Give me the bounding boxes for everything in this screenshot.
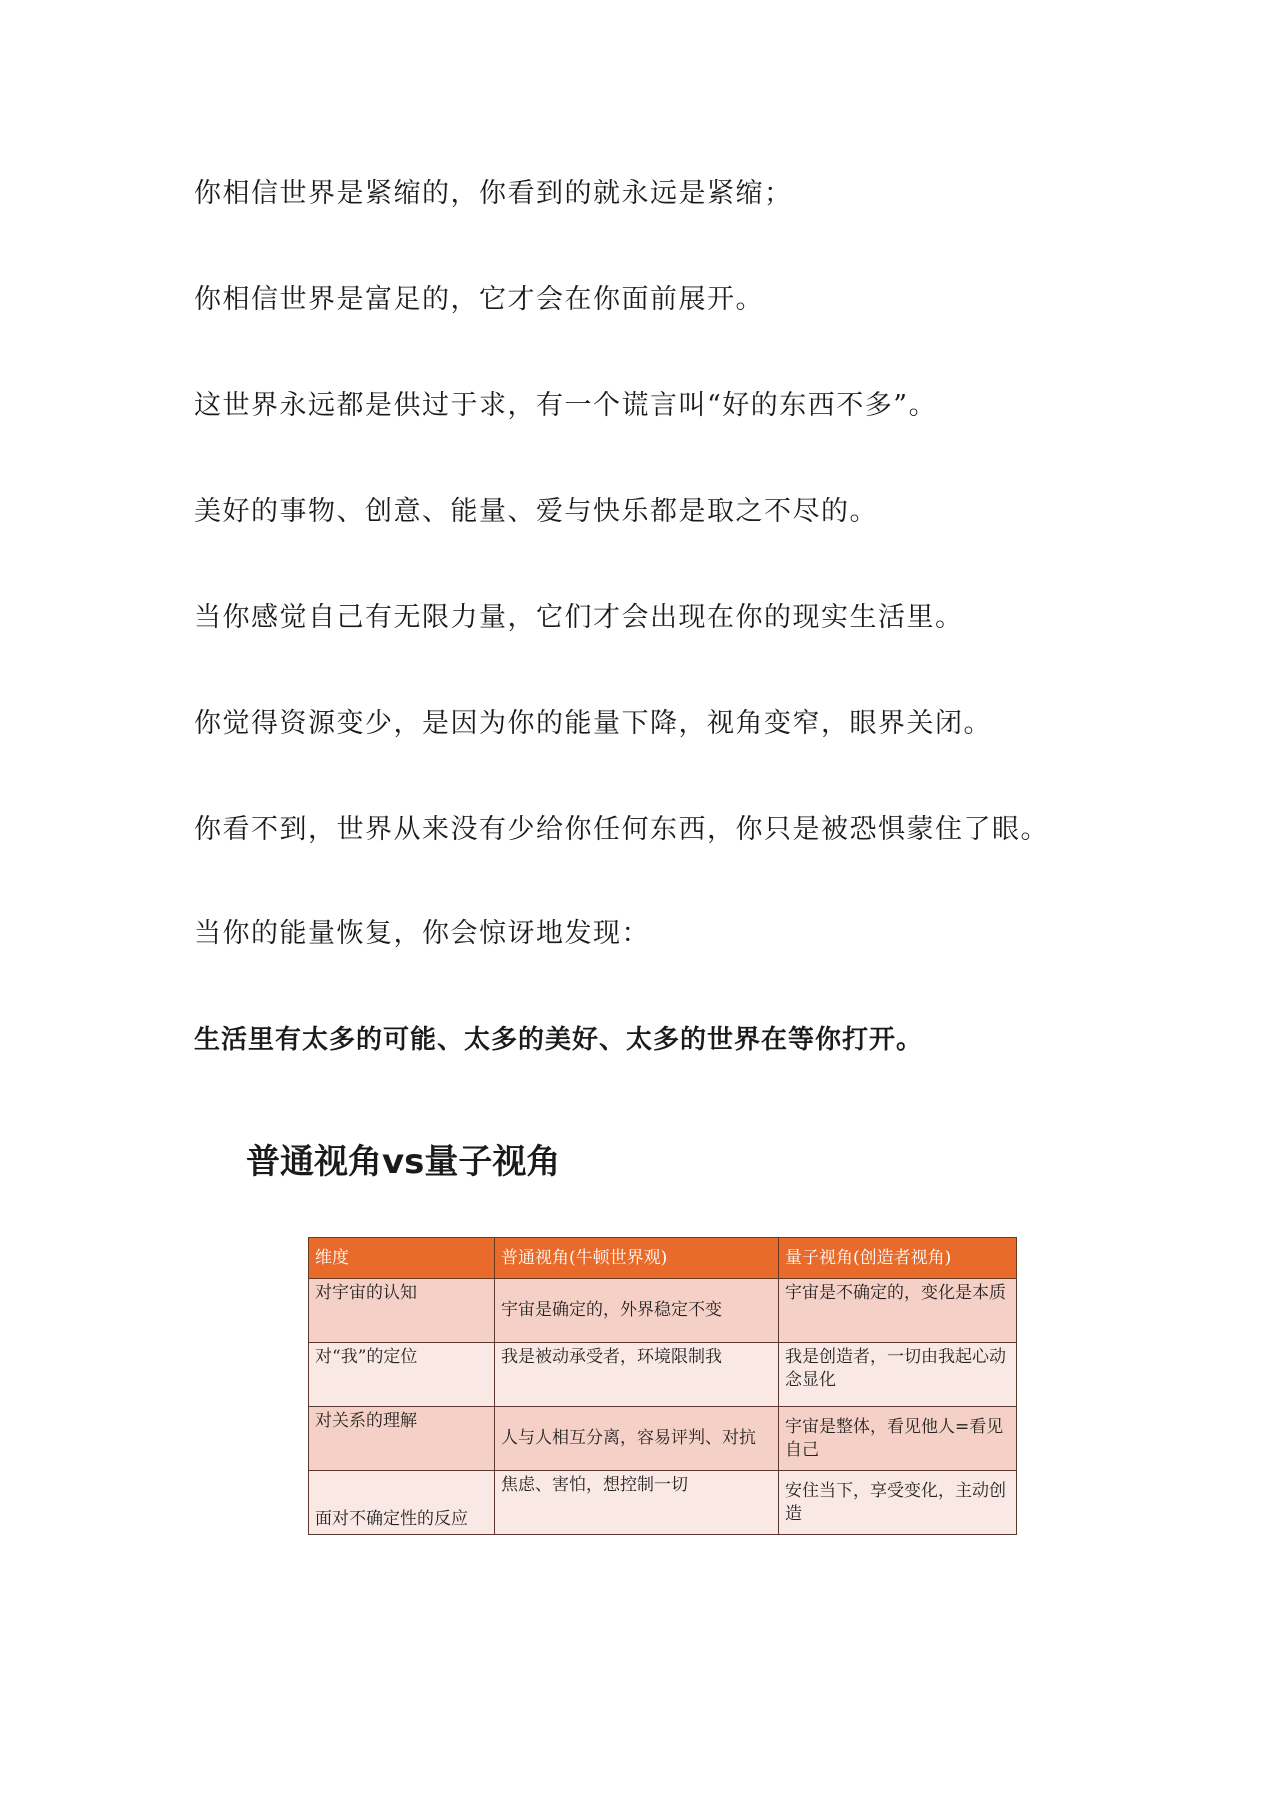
table-cell: 面对不确定性的反应 (309, 1471, 495, 1535)
header-quantum-view: 量子视角(创造者视角) (779, 1238, 1017, 1279)
paragraph-5: 当你感觉自己有无限力量，它们才会出现在你的现实生活里。 (194, 602, 964, 633)
paragraph-6: 你觉得资源变少，是因为你的能量下降，视角变窄，眼界关闭。 (194, 708, 992, 739)
paragraph-4: 美好的事物、创意、能量、爱与快乐都是取之不尽的。 (194, 496, 878, 527)
header-dimension: 维度 (309, 1238, 495, 1279)
table-row (309, 1407, 1017, 1471)
table-cell: 我是创造者，一切由我起心动念显化 (779, 1343, 1017, 1407)
table-row (309, 1343, 1017, 1407)
table-row (309, 1471, 1017, 1535)
table-cell: 宇宙是确定的，外界稳定不变 (495, 1279, 779, 1343)
comparison-table (308, 1237, 1017, 1535)
table-cell: 焦虑、害怕，想控制一切 (495, 1471, 779, 1535)
table-cell: 对宇宙的认知 (309, 1279, 495, 1343)
section-title: 普通视角vs量子视角 (246, 1142, 561, 1182)
table-cell: 人与人相互分离，容易评判、对抗 (495, 1407, 779, 1471)
table-cell: 宇宙是不确定的，变化是本质 (779, 1279, 1017, 1343)
header-ordinary-view: 普通视角(牛顿世界观) (495, 1238, 779, 1279)
paragraph-1: 你相信世界是紧缩的，你看到的就永远是紧缩； (194, 178, 793, 209)
table-cell: 对关系的理解 (309, 1407, 495, 1471)
table-cell: 宇宙是整体，看见他人=看见自己 (779, 1407, 1017, 1471)
table-cell: 我是被动承受者，环境限制我 (495, 1343, 779, 1407)
paragraph-2: 你相信世界是富足的，它才会在你面前展开。 (194, 284, 764, 315)
paragraph-8: 当你的能量恢复，你会惊讶地发现： (194, 918, 650, 949)
highlight-paragraph: 生活里有太多的可能、太多的美好、太多的世界在等你打开。 (194, 1025, 924, 1055)
table-cell: 对“我”的定位 (309, 1343, 495, 1407)
table-cell: 安住当下，享受变化，主动创造 (779, 1471, 1017, 1535)
table-row (309, 1279, 1017, 1343)
table-header-row (309, 1238, 1017, 1279)
paragraph-3: 这世界永远都是供过于求，有一个谎言叫“好的东西不多”。 (194, 390, 938, 421)
paragraph-7: 你看不到，世界从来没有少给你任何东西，你只是被恐惧蒙住了眼。 (194, 814, 1049, 845)
